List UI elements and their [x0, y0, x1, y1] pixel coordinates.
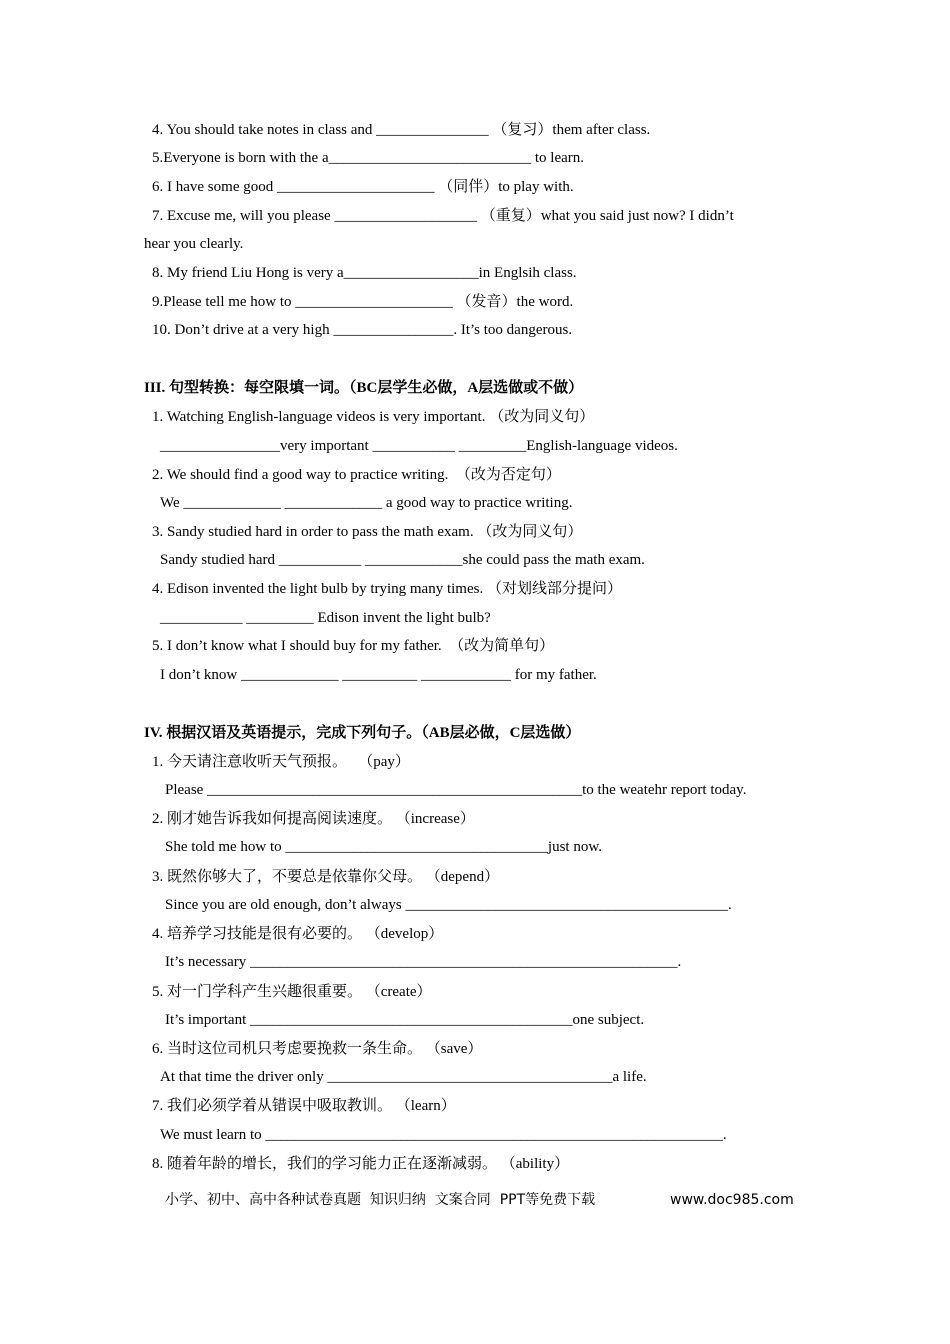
question-2: 2. 刚才她告诉我如何提高阅读速度。 （increase） — [152, 811, 475, 827]
question-7: 7. Excuse me, will you please ___________________ （重复）what you said just now? I didn’t — [152, 208, 734, 224]
answer-line-5: I don’t know _____________ __________ ____________ for my father. — [160, 667, 597, 683]
answer-line-6: At that time the driver only ______________________________________a life. — [160, 1069, 647, 1085]
answer-line-3: Since you are old enough, don’t always ___________________________________________. — [165, 897, 732, 913]
answer-line-5: It’s important ___________________________________________one subject. — [165, 1012, 645, 1028]
question-4: 4. You should take notes in class and _______________ （复习）them after class. — [152, 122, 651, 138]
answer-line-2: We _____________ _____________ a good way to practice writing. — [160, 495, 573, 511]
question-1: 1. Watching English-language videos is very important. （改为同义句） — [152, 409, 595, 425]
question-7-continued: hear you clearly. — [144, 236, 244, 252]
question-1: 1. 今天请注意收听天气预报。 （pay） — [152, 754, 410, 770]
question-7: 7. 我们必须学着从错误中吸取教训。 （learn） — [152, 1098, 456, 1114]
question-3: 3. Sandy studied hard in order to pass the math exam. （改为同义句） — [152, 524, 583, 540]
answer-line-2: She told me how to ___________________________________just now. — [165, 839, 602, 855]
question-5: 5. 对一门学科产生兴趣很重要。 （create） — [152, 984, 432, 1000]
question-3: 3. 既然你够大了，不要总是依靠你父母。 （depend） — [152, 869, 500, 885]
question-10: 10. Don’t drive at a very high ________________. It’s too dangerous. — [152, 322, 573, 338]
question-5: 5.Everyone is born with the a___________________________ to learn. — [152, 150, 585, 166]
question-2: 2. We should find a good way to practice writing. （改为否定句） — [152, 467, 561, 483]
question-9: 9.Please tell me how to _____________________ （发音）the word. — [152, 294, 574, 310]
section-4-heading: IV. 根据汉语及英语提示，完成下列句子。（AB层必做，C层选做） — [144, 725, 581, 741]
answer-line-1: ________________very important ___________ _________English-language videos. — [160, 438, 678, 454]
question-6: 6. 当时这位司机只考虑要挽救一条生命。 （save） — [152, 1041, 483, 1057]
footer-text: 小学、初中、高中各种试卷真题 知识归纳 文案合同 PPT等免费下载 — [165, 1192, 596, 1208]
question-6: 6. I have some good _____________________ （同伴）to play with. — [152, 179, 574, 195]
answer-line-4: It’s necessary _________________________________________________________. — [165, 954, 682, 970]
answer-line-1: Please __________________________________________________to the weatehr report today. — [165, 782, 747, 798]
footer-url: www.doc985.com — [670, 1192, 794, 1208]
section-3-heading: III. 句型转换：每空限填一词。（BC层学生必做，A层选做或不做） — [144, 380, 584, 396]
question-4: 4. Edison invented the light bulb by trying many times. （对划线部分提问） — [152, 581, 622, 597]
question-8: 8. My friend Liu Hong is very a__________________in Englsih class. — [152, 265, 577, 281]
question-4: 4. 培养学习技能是很有必要的。 （develop） — [152, 926, 444, 942]
answer-line-3: Sandy studied hard ___________ _____________she could pass the math exam. — [160, 552, 645, 568]
answer-line-7: We must learn to _____________________________________________________________. — [160, 1127, 727, 1143]
question-5: 5. I don’t know what I should buy for my father. （改为简单句） — [152, 638, 555, 654]
answer-line-4: ___________ _________ Edison invent the light bulb? — [160, 610, 491, 626]
question-8: 8. 随着年龄的增长，我们的学习能力正在逐渐减弱。 （ability） — [152, 1156, 570, 1172]
